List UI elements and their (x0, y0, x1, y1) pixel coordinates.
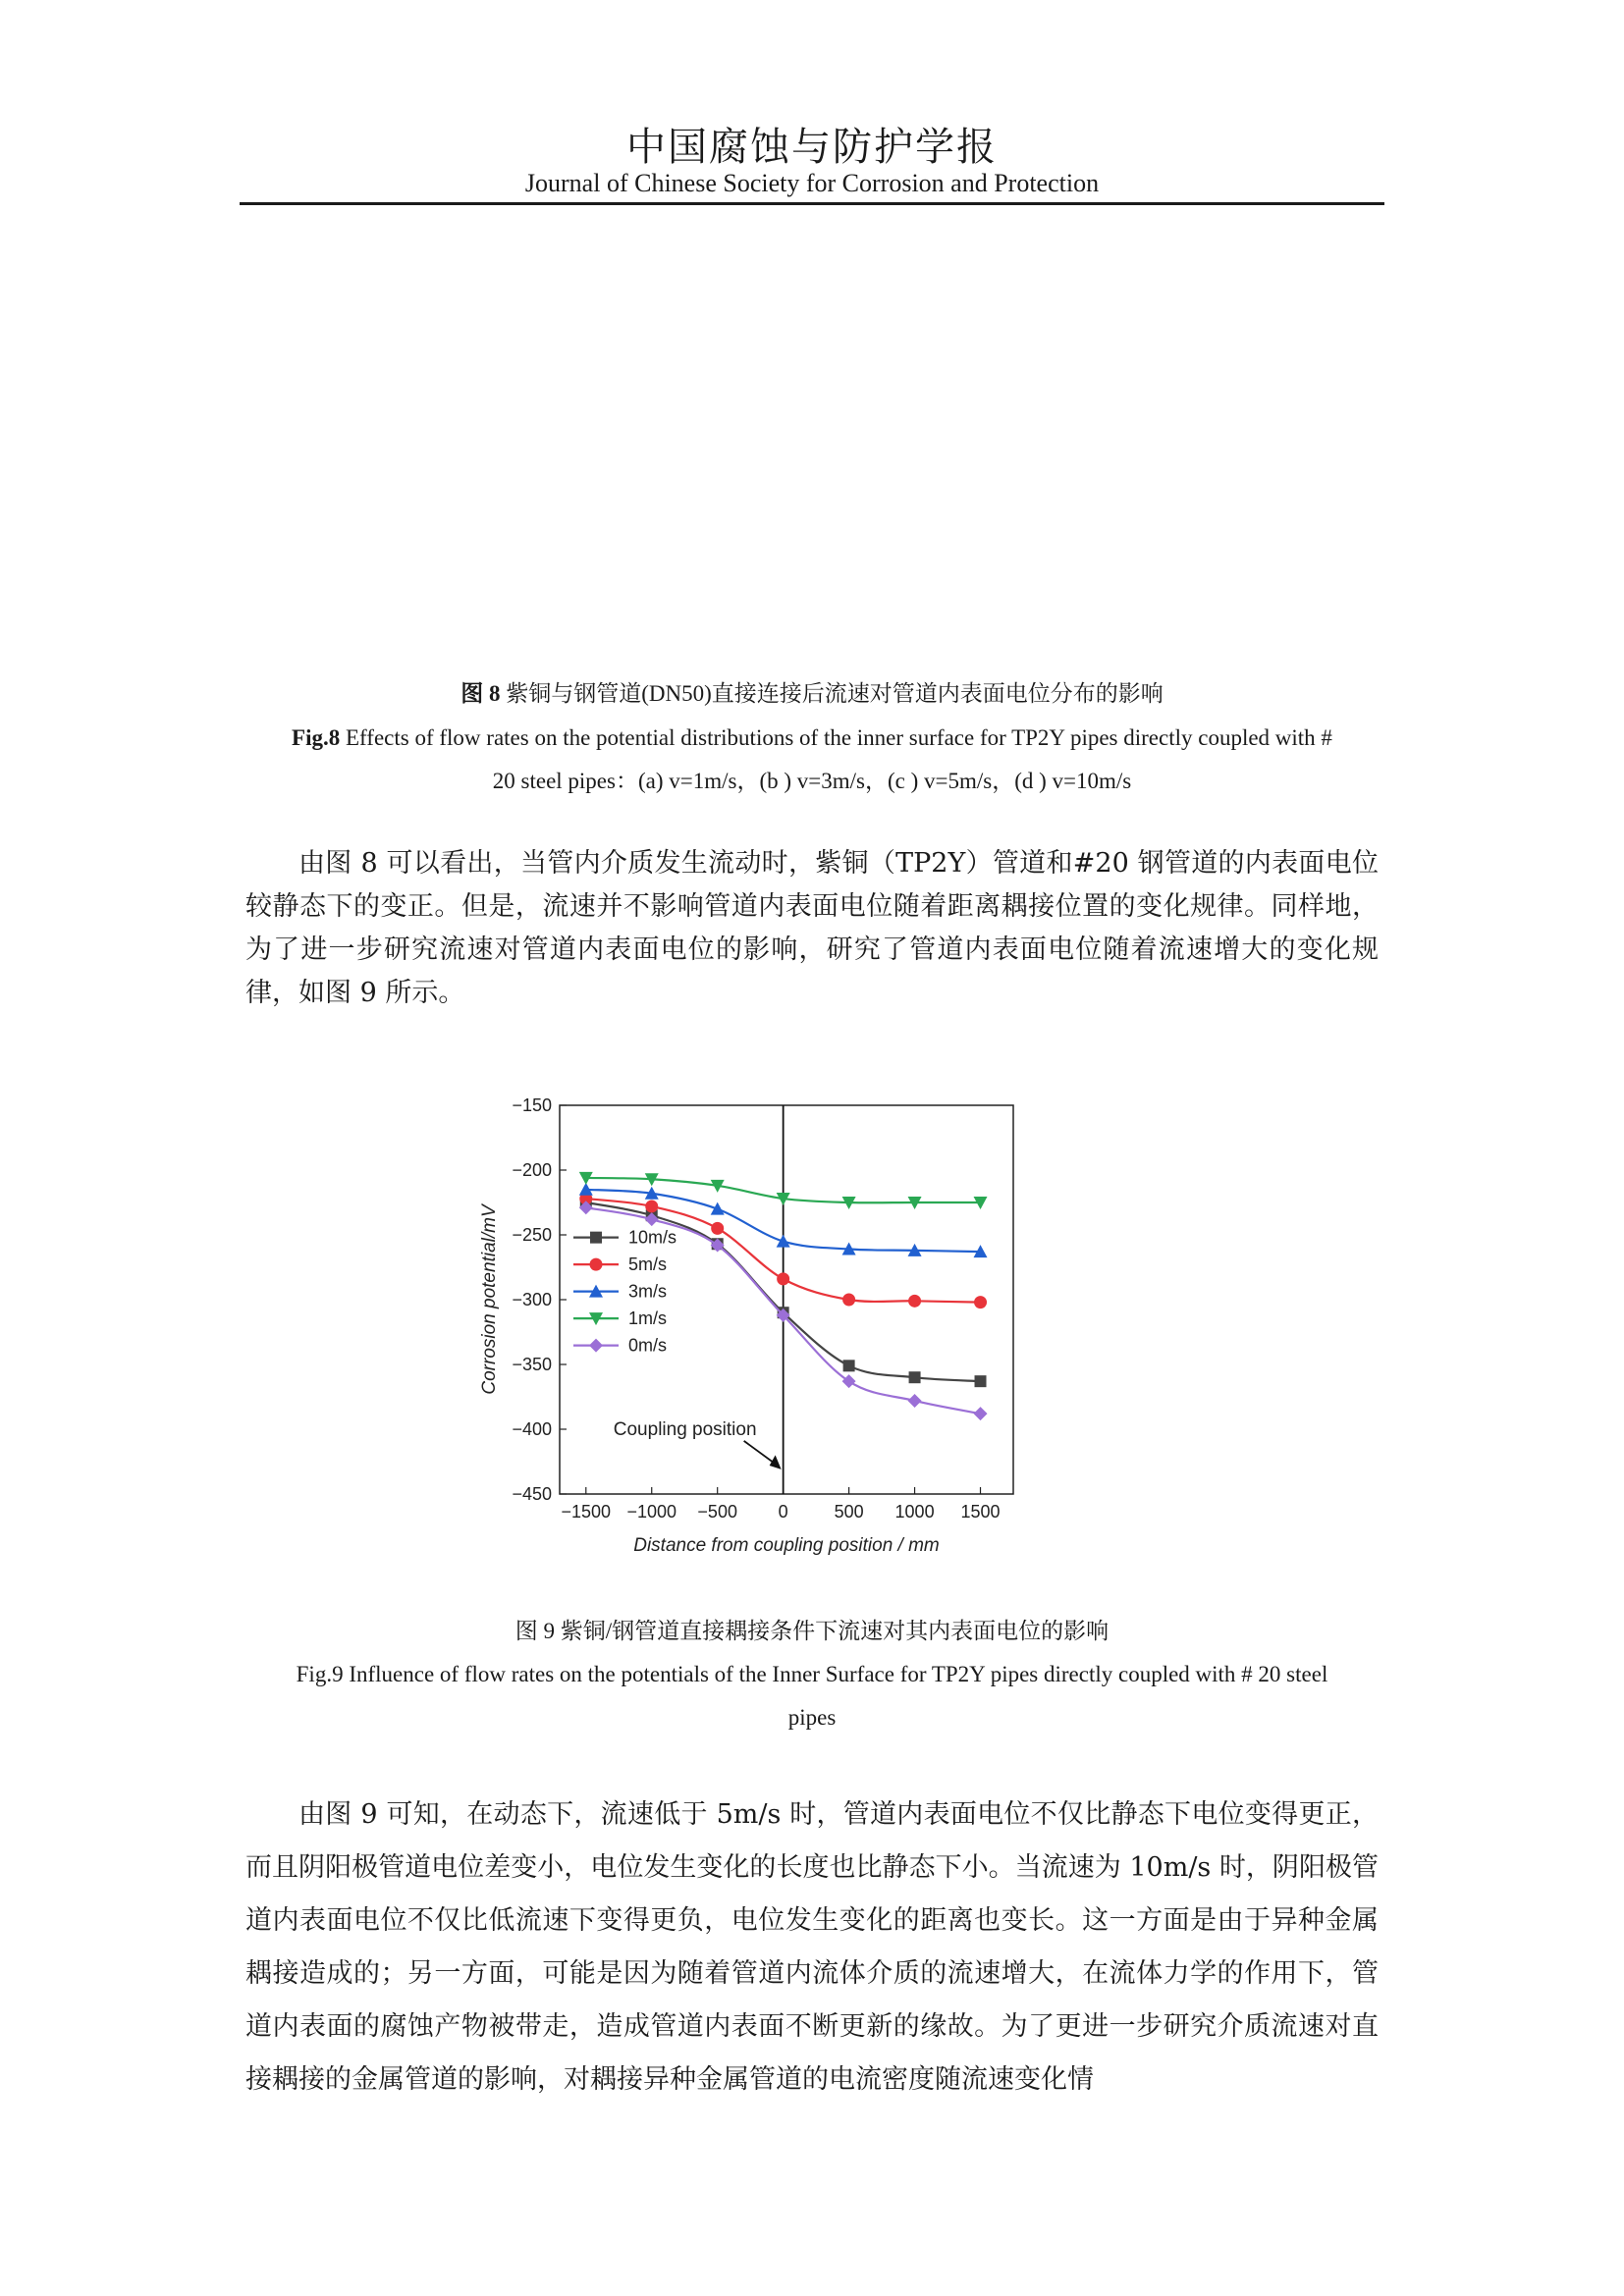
fig8-caption-cn-text: 紫铜与钢管道(DN50)直接连接后流速对管道内表面电位分布的影响 (506, 681, 1164, 706)
fig8-caption-en (245, 717, 1379, 760)
y-tick-label: −200 (512, 1160, 552, 1180)
paragraph-2 (245, 1789, 1379, 2107)
paragraph-1 (245, 842, 1379, 1015)
fig9-caption-cn: 图 9 紫铜/钢管道直接耦接条件下流速对其内表面电位的影响 (514, 1619, 1110, 1643)
fig8-label-en: Fig.8 (292, 725, 341, 750)
fig9-chart (471, 1084, 1051, 1575)
paragraph-2-text: 由图 9 可知，在动态下，流速低于 5m/s 时，管道内表面电位不仅比静态下电位变得更正，而且阴阳极管道电位差变小，电位发生变化的长度也比静态下小。当流速为 10m/s 时，阴阳极管道内表面电位不仅比低流速下变得更负，电位发生变化的距离也变长。这一方面是由于异种金属耦接造成的；另一方面，可能是因为随着管道内流体介质的流速增大，在流体力学的作用下，管道内表面的腐蚀产物被带走，造成管道内表面不断更新的缘故。为了更进一步研究介质流速对直接耦接的金属管道的影响，对耦接异种金属管道的电流密度随流速变化情 (245, 1799, 1379, 2095)
legend-label: 3m/s (628, 1281, 668, 1302)
legend-marker (590, 1258, 603, 1271)
x-tick-label: 0 (778, 1502, 788, 1522)
journal-title-en: Journal of Chinese Society for Corrosion and Protection (524, 169, 1100, 197)
x-tick-label: 500 (834, 1502, 864, 1522)
legend-marker (589, 1339, 603, 1353)
data-point-10m-per-s (843, 1360, 855, 1371)
fig9-caption-en-line2: pipes (787, 1705, 837, 1730)
data-point-5m-per-s (908, 1295, 921, 1308)
data-point-3m-per-s (777, 1235, 790, 1248)
fig8-caption-en-line2: 20 steel pipes：(a) v=1m/s，(b ) v=3m/s，(c ) v=5m/s，(d ) v=10m/s (492, 769, 1132, 793)
data-point-3m-per-s (711, 1202, 725, 1215)
y-tick-label: −300 (512, 1290, 552, 1309)
x-axis-label: Distance from coupling position / mm (633, 1535, 940, 1556)
data-point-0m-per-s (842, 1374, 856, 1388)
y-tick-label: −450 (512, 1484, 552, 1504)
fig8-caption-en-line1: Effects of flow rates on the potential distributions of the inner surface for TP2Y pipes directly coupled with # (346, 725, 1332, 750)
x-tick-label: −1000 (626, 1502, 677, 1522)
legend-label: 0m/s (628, 1335, 668, 1356)
y-tick-label: −250 (512, 1225, 552, 1245)
y-tick-label: −350 (512, 1355, 552, 1374)
x-tick-label: 1000 (894, 1502, 935, 1522)
data-point-5m-per-s (711, 1222, 724, 1235)
x-tick-label: 1500 (960, 1502, 1001, 1522)
data-point-10m-per-s (909, 1371, 921, 1383)
journal-title-cn: 中国腐蚀与防护学报 (626, 125, 998, 170)
data-point-0m-per-s (974, 1407, 988, 1420)
data-point-10m-per-s (975, 1375, 987, 1387)
legend-label: 10m/s (628, 1227, 677, 1248)
coupling-annotation: Coupling position (613, 1419, 757, 1440)
x-tick-label: −500 (697, 1502, 737, 1522)
data-point-5m-per-s (645, 1200, 658, 1212)
y-axis-label: Corrosion potential/mV (479, 1204, 500, 1395)
legend-marker (590, 1232, 602, 1244)
paragraph-1-text: 由图 8 可以看出，当管内介质发生流动时，紫铜（TP2Y）管道和#20 钢管道的内表面电位较静态下的变正。但是，流速并不影响管道内表面电位随着距离耦接位置的变化规律。同样地，为了进一步研究流速对管道内表面电位的影响，研究了管道内表面电位随着流速增大的变化规律，如图 9 所示。 (245, 848, 1379, 1008)
fig9-caption-en-line1: Fig.9 Influence of flow rates on the potentials of the Inner Surface for TP2Y pipes directly coupled with # 20 steel (296, 1662, 1328, 1686)
header-divider (240, 202, 1384, 205)
data-point-5m-per-s (974, 1296, 987, 1308)
y-tick-label: −400 (512, 1419, 552, 1439)
fig8-caption-cn (245, 672, 1379, 716)
legend-label: 5m/s (628, 1255, 668, 1275)
x-tick-label: −1500 (561, 1502, 612, 1522)
annotation-arrow-head (770, 1455, 782, 1469)
y-tick-label: −150 (512, 1095, 552, 1115)
data-point-5m-per-s (777, 1272, 789, 1285)
fig8-label-cn: 图 8 (460, 681, 501, 706)
data-point-0m-per-s (908, 1394, 922, 1408)
legend-label: 1m/s (628, 1308, 668, 1329)
data-point-5m-per-s (842, 1294, 855, 1307)
